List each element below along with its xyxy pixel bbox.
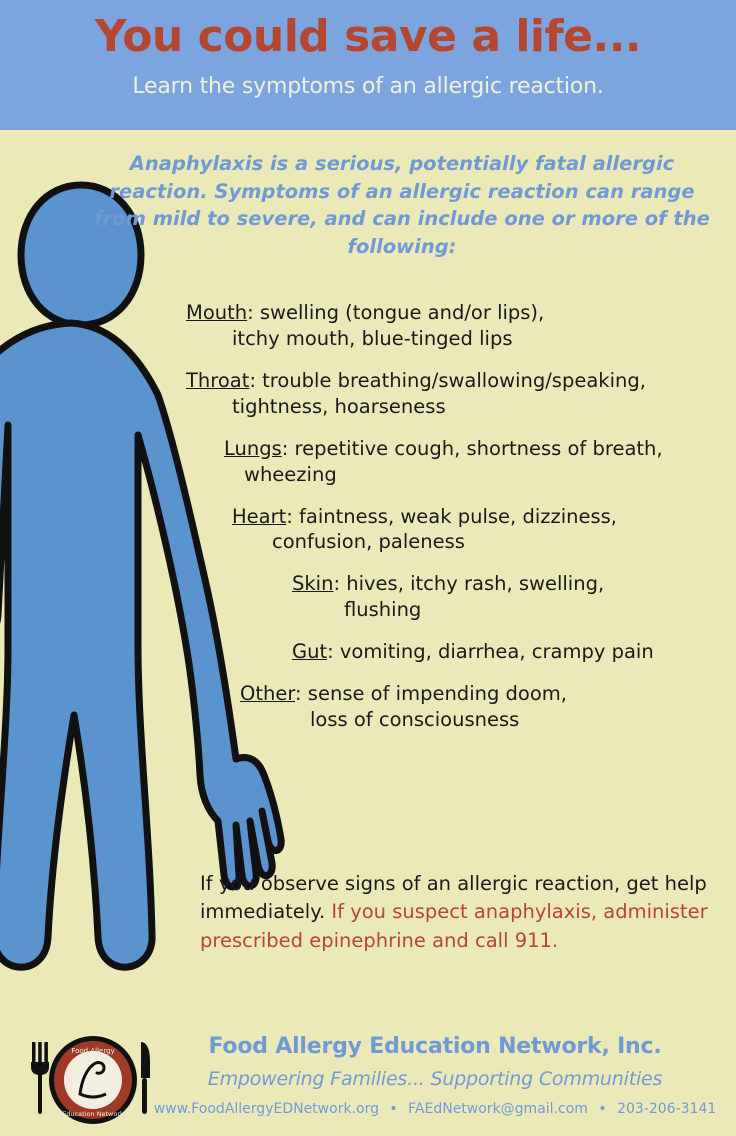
footer-email-link[interactable]: FAEdNetwork@gmail.com <box>408 1101 588 1117</box>
closing-normal-text: If you observe signs of an allergic reaction, get help immediately. <box>200 872 707 924</box>
footer-tagline: Empowering Families... Supporting Communities <box>207 1068 663 1090</box>
symptom-text-line2: flushing <box>344 598 422 622</box>
closing-paragraph <box>200 870 720 955</box>
list-item <box>150 504 720 556</box>
symptom-text-line1: : faintness, weak pulse, dizziness, <box>286 504 618 528</box>
symptom-text-line2: loss of consciousness <box>310 708 520 732</box>
poster-footer <box>0 1020 736 1136</box>
logo-bottom-text: Education Network <box>62 1110 124 1118</box>
footer-separator-1: • <box>389 1101 398 1117</box>
symptom-text-line1: : repetitive cough, shortness of breath, <box>281 436 663 460</box>
closing-alert-text: If you suspect anaphylaxis, administer prescribed epinephrine and call 911. <box>200 900 708 952</box>
list-item <box>150 639 720 665</box>
symptom-text-line1: : hives, itchy rash, swelling, <box>333 572 605 596</box>
symptom-label: Lungs <box>224 436 282 460</box>
fork-knife-seal-logo-icon <box>28 1032 158 1128</box>
symptom-text-line2: itchy mouth, blue-tinged lips <box>232 326 513 350</box>
footer-contact <box>150 1101 720 1117</box>
intro-paragraph: Anaphylaxis is a serious, potentially fatal allergic reaction. Symptoms of an allergic reaction can range from mild to severe, and can include one or more of the following: <box>94 152 710 259</box>
symptom-list <box>150 300 720 749</box>
page-title: You could save a life... <box>94 11 642 62</box>
symptom-label: Throat <box>186 368 250 392</box>
symptom-label: Gut <box>292 640 328 664</box>
list-item <box>150 436 720 488</box>
symptom-text-line2: tightness, hoarseness <box>232 394 446 418</box>
logo-top-text: Food Allergy <box>71 1047 115 1055</box>
footer-organization: Food Allergy Education Network, Inc. <box>208 1034 662 1059</box>
symptom-label: Other <box>240 682 296 706</box>
symptom-label: Skin <box>292 572 334 596</box>
footer-phone: 203-206-3141 <box>617 1101 717 1117</box>
symptom-label: Heart <box>232 504 287 528</box>
list-item <box>150 571 720 623</box>
symptom-text-line2: wheezing <box>244 462 337 486</box>
poster-header <box>0 0 736 130</box>
symptom-text-line2: confusion, paleness <box>272 530 465 554</box>
footer-website-link[interactable]: www.FoodAllergyEDNetwork.org <box>153 1101 379 1117</box>
symptom-text-line1: : sense of impending doom, <box>295 682 567 706</box>
list-item <box>150 368 720 420</box>
list-item <box>150 300 720 352</box>
footer-separator-2: • <box>598 1101 607 1117</box>
symptom-text-line1: : vomiting, diarrhea, crampy pain <box>327 640 654 664</box>
footer-logo <box>28 1032 158 1128</box>
page-subtitle: Learn the symptoms of an allergic reaction. <box>132 74 604 100</box>
symptom-label: Mouth <box>186 301 248 324</box>
symptom-text-line1: : trouble breathing/swallowing/speaking, <box>249 368 646 392</box>
list-item <box>150 681 720 733</box>
symptom-text-line1: : swelling (tongue and/or lips), <box>247 301 545 324</box>
footer-text-block <box>150 1034 720 1117</box>
